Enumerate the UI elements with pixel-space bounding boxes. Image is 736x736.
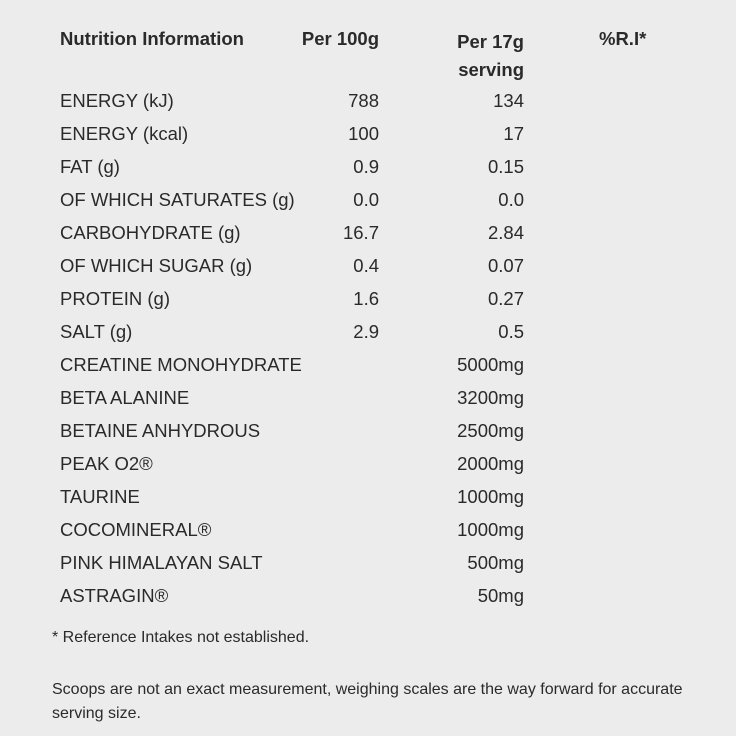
table-row [0,414,736,447]
value-per-serving: 0.27 [487,288,524,309]
table-row [0,315,736,348]
nutrient-name: SALT (g) [60,321,133,342]
nutrient-name: OF WHICH SATURATES (g) [60,189,295,210]
nutrient-name: PEAK O2® [60,453,153,474]
nutrient-name: ENERGY (kcal) [60,123,189,144]
header-nutrient: Nutrition Information [60,28,244,49]
table-row [0,513,736,546]
nutrient-name: OF WHICH SUGAR (g) [60,255,253,276]
value-per-100g: 16.7 [342,222,379,243]
nutrition-table [0,84,736,612]
value-per-100g: 0.9 [353,156,379,177]
value-per-serving: 2.84 [487,222,524,243]
nutrient-name: ENERGY (kJ) [60,90,174,111]
nutrient-name: PINK HIMALAYAN SALT [60,552,263,573]
header-per-serving-line2: serving [458,59,524,80]
value-per-serving: 2000mg [457,453,524,474]
nutrient-name: BETAINE ANHYDROUS [60,420,261,441]
value-per-100g: 0.0 [353,189,379,210]
table-row [0,348,736,381]
table-row [0,117,736,150]
value-per-serving: 0.0 [498,189,524,210]
table-row [0,249,736,282]
nutrient-name: CREATINE MONOHYDRATE [60,354,302,375]
table-row [0,183,736,216]
value-per-serving: 1000mg [457,519,524,540]
header-per-serving-line1: Per 17g [457,31,524,52]
table-row [0,579,736,612]
footnote: * Reference Intakes not established. [52,629,310,646]
value-per-serving: 0.07 [487,255,524,276]
table-row [0,546,736,579]
value-per-100g: 100 [348,123,379,144]
value-per-serving: 50mg [477,585,524,606]
value-per-serving: 17 [503,123,524,144]
nutrient-name: BETA ALANINE [60,387,190,408]
nutrient-name: ASTRAGIN® [60,585,169,606]
nutrient-name: COCOMINERAL® [60,519,212,540]
table-header [0,28,736,88]
value-per-serving: 1000mg [457,486,524,507]
value-per-100g: 0.4 [353,255,379,276]
table-row [0,381,736,414]
table-row [0,480,736,513]
value-per-serving: 2500mg [457,420,524,441]
table-row [0,282,736,315]
serving-note: Scoops are not an exact measurement, weighing scales are the way forward for accurate serving size. [52,681,683,722]
header-per-100g: Per 100g [301,28,379,49]
nutrient-name: TAURINE [60,486,140,507]
table-row [0,216,736,249]
value-per-serving: 0.15 [487,156,524,177]
header-per-serving [457,28,524,84]
table-row [0,150,736,183]
value-per-100g: 1.6 [353,288,379,309]
header-ri: %R.I* [599,28,647,49]
table-row [0,447,736,480]
value-per-serving: 0.5 [498,321,524,342]
value-per-100g: 788 [348,90,379,111]
value-per-100g: 2.9 [353,321,379,342]
table-row [0,84,736,117]
value-per-serving: 5000mg [457,354,524,375]
value-per-serving: 500mg [467,552,524,573]
nutrient-name: FAT (g) [60,156,120,177]
value-per-serving: 134 [493,90,524,111]
nutrient-name: CARBOHYDRATE (g) [60,222,241,243]
nutrient-name: PROTEIN (g) [60,288,170,309]
value-per-serving: 3200mg [457,387,524,408]
